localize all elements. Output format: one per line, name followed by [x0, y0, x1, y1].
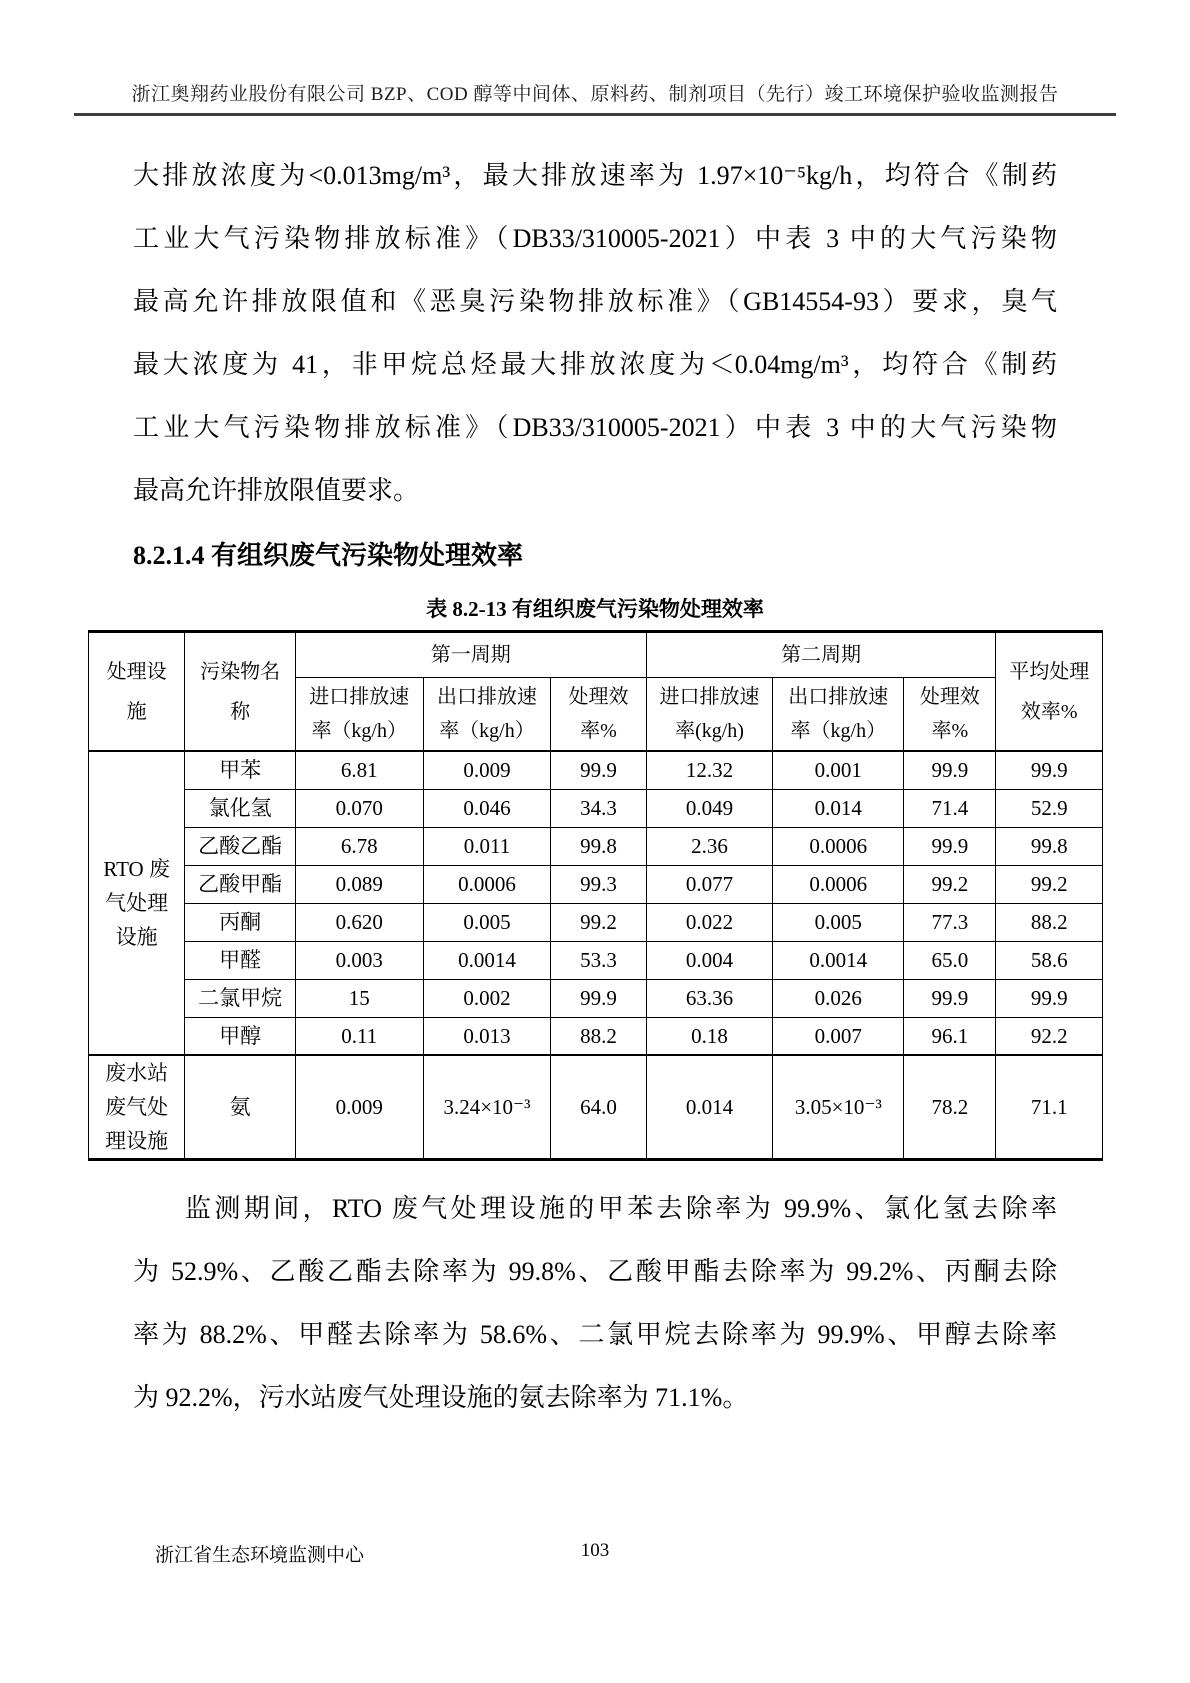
- value-cell: 53.3: [551, 941, 646, 979]
- table-row: [89, 865, 1103, 903]
- value-cell: 0.0014: [773, 941, 904, 979]
- value-cell: 0.0006: [773, 827, 904, 865]
- value-cell: 99.9: [551, 751, 646, 789]
- value-cell: 99.2: [551, 903, 646, 941]
- value-cell: 99.9: [996, 979, 1103, 1017]
- value-cell: 3.24×10⁻³: [423, 1055, 551, 1160]
- facility-cell: RTO 废气处理设施: [89, 751, 185, 1055]
- treatment-efficiency-table: [88, 630, 1103, 1161]
- column-header-cycle1-outlet: 出口排放速率（kg/h）: [423, 678, 551, 752]
- value-cell: 2.36: [646, 827, 773, 865]
- value-cell: 64.0: [551, 1055, 646, 1160]
- pollutant-cell: 二氯甲烷: [185, 979, 296, 1017]
- value-cell: 0.011: [423, 827, 551, 865]
- column-header-facility: 处理设施: [89, 632, 185, 752]
- paragraph-line: 最高允许排放限值和《恶臭污染物排放标准》（GB14554-93）要求，臭气: [133, 287, 1057, 316]
- report-title-header: 浙江奥翔药业股份有限公司 BZP、COD 醇等中间体、原料药、制剂项目（先行）竣工环境保护验收监测报告: [131, 84, 1059, 105]
- value-cell: 0.046: [423, 789, 551, 827]
- table-row: [89, 903, 1103, 941]
- paragraph-line: 大排放浓度为<0.013mg/m³，最大排放速率为 1.97×10⁻⁵kg/h，均符合《制药: [133, 161, 1057, 190]
- value-cell: 52.9: [996, 789, 1103, 827]
- pollutant-cell: 乙酸甲酯: [185, 865, 296, 903]
- value-cell: 0.0006: [773, 865, 904, 903]
- paragraph-emission-standards: [133, 144, 1057, 522]
- value-cell: 0.014: [646, 1055, 773, 1160]
- value-cell: 0.014: [773, 789, 904, 827]
- pollutant-cell: 甲醛: [185, 941, 296, 979]
- value-cell: 0.022: [646, 903, 773, 941]
- table-section-wastewater: [89, 1055, 1103, 1160]
- value-cell: 6.81: [295, 751, 423, 789]
- value-cell: 99.9: [904, 827, 996, 865]
- paragraph-line: 率为 88.2%、甲醛去除率为 58.6%、二氯甲烷去除率为 99.9%、甲醇去除率: [133, 1320, 1057, 1349]
- value-cell: 99.2: [904, 865, 996, 903]
- column-header-cycle2-inlet: 进口排放速率(kg/h): [646, 678, 773, 752]
- value-cell: 92.2: [996, 1017, 1103, 1055]
- column-group-cycle2: 第二周期: [646, 632, 996, 678]
- pollutant-cell: 丙酮: [185, 903, 296, 941]
- value-cell: 99.8: [551, 827, 646, 865]
- value-cell: 0.009: [423, 751, 551, 789]
- column-header-cycle2-efficiency: 处理效率%: [904, 678, 996, 752]
- table-row: [89, 827, 1103, 865]
- value-cell: 63.36: [646, 979, 773, 1017]
- value-cell: 99.3: [551, 865, 646, 903]
- table-title: 表 8.2-13 有组织废气污染物处理效率: [426, 597, 764, 621]
- footer-organization: 浙江省生态环境监测中心: [155, 1545, 365, 1566]
- value-cell: 3.05×10⁻³: [773, 1055, 904, 1160]
- paragraph-line: 为 52.9%、乙酸乙酯去除率为 99.8%、乙酸甲酯去除率为 99.2%、丙酮去除: [133, 1257, 1057, 1286]
- table-row: [89, 789, 1103, 827]
- value-cell: 99.9: [904, 751, 996, 789]
- value-cell: 77.3: [904, 903, 996, 941]
- table-section-rto: [89, 751, 1103, 1055]
- value-cell: 34.3: [551, 789, 646, 827]
- value-cell: 0.089: [295, 865, 423, 903]
- column-header-cycle1-inlet: 进口排放速率（kg/h）: [295, 678, 423, 752]
- value-cell: 0.007: [773, 1017, 904, 1055]
- column-header-cycle1-efficiency: 处理效率%: [551, 678, 646, 752]
- value-cell: 78.2: [904, 1055, 996, 1160]
- page-footer: [0, 1540, 1190, 1570]
- table-row: [89, 751, 1103, 789]
- section-heading: 8.2.1.4 有组织废气污染物处理效率: [133, 541, 524, 570]
- pollutant-cell: 氨: [185, 1055, 296, 1160]
- paragraph-line: 最高允许排放限值要求。: [133, 476, 420, 505]
- pollutant-cell: 甲醇: [185, 1017, 296, 1055]
- paragraph-monitoring-results: [133, 1177, 1057, 1429]
- value-cell: 99.2: [996, 865, 1103, 903]
- paragraph-line: 工业大气污染物排放标准》（DB33/310005-2021）中表 3 中的大气污染物: [133, 224, 1057, 253]
- pollutant-cell: 氯化氢: [185, 789, 296, 827]
- facility-cell: 废水站废气处理设施: [89, 1055, 185, 1160]
- paragraph-line: 监测期间，RTO 废气处理设施的甲苯去除率为 99.9%、氯化氢去除率: [185, 1194, 1057, 1223]
- value-cell: 71.1: [996, 1055, 1103, 1160]
- paragraph-line: 为 92.2%，污水站废气处理设施的氨去除率为 71.1%。: [133, 1383, 749, 1412]
- table-row: [89, 941, 1103, 979]
- value-cell: 88.2: [551, 1017, 646, 1055]
- value-cell: 0.0014: [423, 941, 551, 979]
- value-cell: 99.9: [996, 751, 1103, 789]
- value-cell: 0.070: [295, 789, 423, 827]
- pollutant-cell: 乙酸乙酯: [185, 827, 296, 865]
- paragraph-line: 最大浓度为 41，非甲烷总烃最大排放浓度为＜0.04mg/m³，均符合《制药: [133, 350, 1057, 379]
- value-cell: 0.005: [423, 903, 551, 941]
- value-cell: 12.32: [646, 751, 773, 789]
- value-cell: 6.78: [295, 827, 423, 865]
- pollutant-cell: 甲苯: [185, 751, 296, 789]
- column-group-cycle1: 第一周期: [295, 632, 646, 678]
- value-cell: 0.620: [295, 903, 423, 941]
- value-cell: 71.4: [904, 789, 996, 827]
- page-number: 103: [580, 1540, 610, 1561]
- value-cell: 99.9: [904, 979, 996, 1017]
- table-row: [89, 1017, 1103, 1055]
- value-cell: 96.1: [904, 1017, 996, 1055]
- value-cell: 0.004: [646, 941, 773, 979]
- value-cell: 99.9: [551, 979, 646, 1017]
- value-cell: 0.077: [646, 865, 773, 903]
- value-cell: 0.002: [423, 979, 551, 1017]
- value-cell: 0.026: [773, 979, 904, 1017]
- table-row: [89, 1055, 1103, 1160]
- table-row: [89, 979, 1103, 1017]
- header-rule: [74, 113, 1116, 116]
- value-cell: 0.049: [646, 789, 773, 827]
- value-cell: 58.6: [996, 941, 1103, 979]
- value-cell: 0.001: [773, 751, 904, 789]
- value-cell: 99.8: [996, 827, 1103, 865]
- value-cell: 0.003: [295, 941, 423, 979]
- value-cell: 0.0006: [423, 865, 551, 903]
- value-cell: 65.0: [904, 941, 996, 979]
- page-content: [0, 144, 1190, 1429]
- value-cell: 0.013: [423, 1017, 551, 1055]
- value-cell: 0.009: [295, 1055, 423, 1160]
- paragraph-line: 工业大气污染物排放标准》（DB33/310005-2021）中表 3 中的大气污染物: [133, 413, 1057, 442]
- value-cell: 0.11: [295, 1017, 423, 1055]
- column-header-average: 平均处理效率%: [996, 632, 1103, 752]
- column-header-cycle2-outlet: 出口排放速率（kg/h）: [773, 678, 904, 752]
- value-cell: 15: [295, 979, 423, 1017]
- table-header: [89, 632, 1103, 752]
- page-header: [0, 0, 1190, 116]
- value-cell: 0.18: [646, 1017, 773, 1055]
- value-cell: 0.005: [773, 903, 904, 941]
- value-cell: 88.2: [996, 903, 1103, 941]
- column-header-pollutant: 污染物名称: [185, 632, 296, 752]
